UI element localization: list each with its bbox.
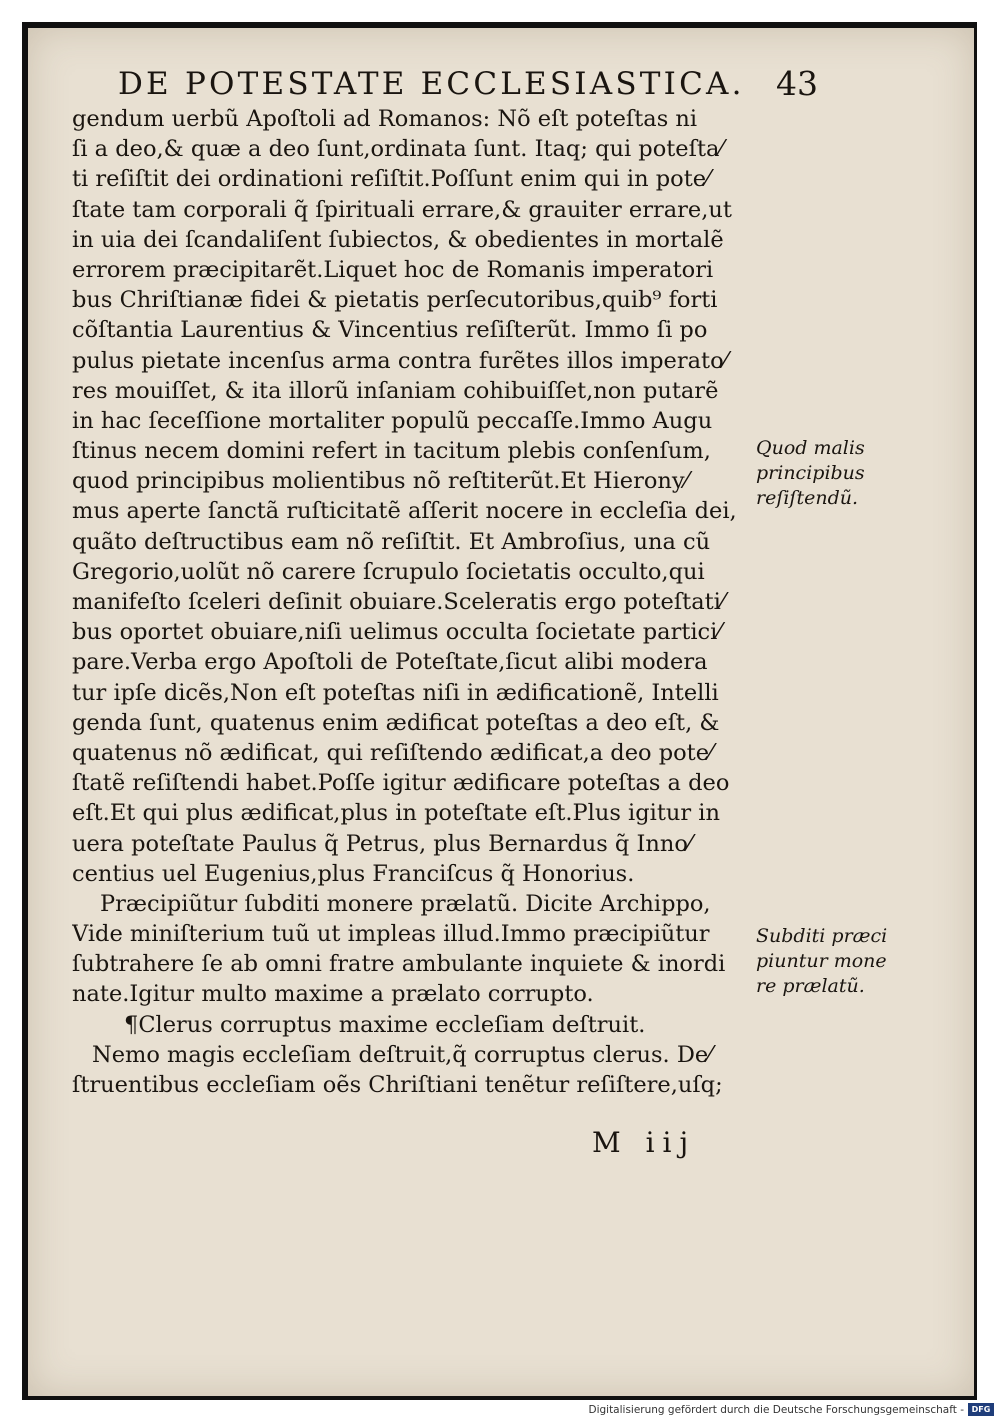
- body-line: eſt.Et qui plus ædificat,plus in poteſtate eſt.Plus igitur in: [72, 800, 720, 827]
- body-line: quod principibus molientibus nõ reſtiterũt.Et Hierony⁄: [72, 468, 689, 495]
- body-line: in uia dei ſcandaliſent ſubiectos, & obedientes in mortalẽ: [72, 226, 724, 253]
- running-head: DE POTESTATE ECCLESIASTICA.: [118, 66, 745, 102]
- body-line: ſi a deo,& quæ a deo ſunt,ordinata ſunt. Itaq; qui poteſta⁄: [72, 136, 724, 163]
- body-line: Nemo magis eccleſiam deſtruit,q̃ corruptus clerus. De⁄: [92, 1041, 712, 1068]
- marginal-note-line: Quod malis: [756, 437, 865, 459]
- marginal-note-line: piuntur mone: [756, 950, 887, 972]
- marginal-note-line: Subditi præci: [756, 925, 888, 947]
- body-line: ſtate tam corporali q̃ ſpirituali errare,& grauiter errare,ut: [72, 196, 732, 223]
- body-line: bus oportet obuiare,niſi uelimus occulta ſocietate partici⁄: [72, 619, 722, 646]
- body-line: pare.Verba ergo Apoſtoli de Poteſtate,ſicut alibi modera: [72, 649, 708, 676]
- body-line: ſtruentibus eccleſiam oẽs Chriſtiani tenẽtur reſiſtere,uſq;: [72, 1072, 723, 1098]
- body-line: Præcipiũtur ſubditi monere prælatũ. Dicite Archippo,: [100, 890, 711, 917]
- body-line: mus aperte ſanctã ruſticitatẽ aſſerit nocere in eccleſia dei,: [72, 498, 737, 525]
- folio-number: 43: [776, 64, 818, 103]
- footer-bar: [0, 1400, 1000, 1421]
- body-line: cõſtantia Laurentius & Vincentius reſiſterũt. Immo ſi po: [72, 317, 708, 344]
- signature-mark: M iij: [592, 1126, 697, 1159]
- marginal-note-line: principibus: [756, 462, 865, 484]
- body-line: in hac ſeceſſione mortaliter populũ peccaſſe.Immo Augu: [72, 407, 713, 434]
- body-text: [72, 104, 762, 1100]
- funding-credit: Digitalisierung gefördert durch die Deutsche Forschungsgemeinschaft -: [588, 1404, 964, 1416]
- body-line: uera poteſtate Paulus q̃ Petrus, plus Bernardus q̃ Inno⁄: [72, 830, 692, 857]
- section-heading: ¶Clerus corruptus maxime eccleſiam deſtruit.: [124, 1011, 646, 1038]
- body-line: nate.Igitur multo maxime a prælato corrupto.: [72, 981, 594, 1008]
- marginal-note: [756, 924, 887, 999]
- body-line: genda ſunt, quatenus enim ædificat poteſtas a deo eſt, &: [72, 709, 720, 736]
- body-line: Vide miniſterium tuũ ut impleas illud.Immo præcipiũtur: [72, 921, 710, 948]
- body-line: ti reſiſtit dei ordinationi reſiſtit.Poſſunt enim qui in pote⁄: [72, 166, 710, 193]
- body-line: quatenus nõ ædificat, qui reſiſtendo ædificat,a deo pote⁄: [72, 739, 713, 766]
- marginal-note-line: re prælatũ.: [756, 975, 865, 997]
- body-line: pulus pietate incenſus arma contra furẽtes illos imperato⁄: [72, 347, 728, 374]
- body-line: res mouiſſet, & ita illorũ inſaniam cohibuiſſet,non putarẽ: [72, 377, 719, 404]
- body-line: errorem præcipitarẽt.Liquet hoc de Romanis imperatori: [72, 256, 714, 283]
- body-line: ſubtrahere ſe ab omni fratre ambulante inquiete & inordi: [72, 951, 726, 978]
- body-line: Gregorio,uolũt nõ carere ſcrupulo ſocietatis occulto,qui: [72, 558, 705, 585]
- body-line: centius uel Eugenius,plus Franciſcus q̃ Honorius.: [72, 860, 635, 887]
- body-line: gendum uerbũ Apoſtoli ad Romanos: Nõ eſt poteſtas ni: [72, 106, 698, 132]
- marginal-note-line: reſiſtendũ.: [756, 487, 859, 509]
- body-line: manifeſto ſceleri deſinit obuiare.Sceleratis ergo poteſtati⁄: [72, 589, 725, 615]
- marginal-note: [756, 436, 865, 511]
- body-line: quãto deſtructibus eam nõ reſiſtit. Et Ambroſius, una cũ: [72, 528, 711, 555]
- body-line: ſtinus necem domini refert in tacitum plebis conſenſum,: [72, 438, 711, 465]
- body-line: bus Chriſtianæ fidei & pietatis perſecutoribus,quib⁹ forti: [72, 287, 718, 314]
- body-line: ſtatẽ reſiſtendi habet.Poſſe igitur ædificare poteſtas a deo: [72, 770, 730, 797]
- body-line: tur ipſe dicẽs,Non eſt poteſtas niſi in ædificationẽ, Intelli: [72, 679, 719, 706]
- dfg-logo-icon: DFG: [968, 1403, 994, 1416]
